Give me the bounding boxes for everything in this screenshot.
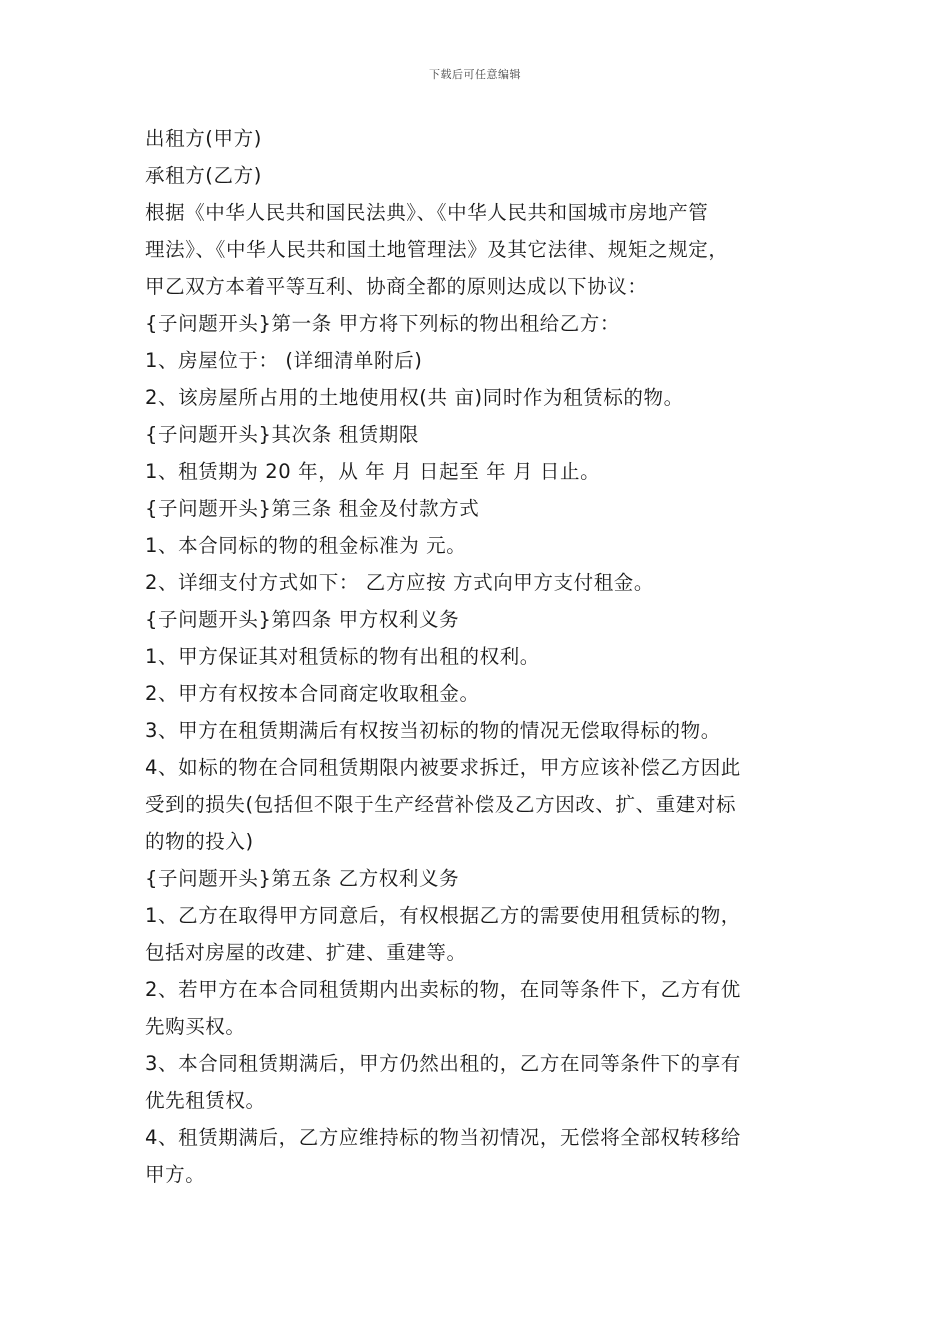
text-line: 2、甲方有权按本合同商定收取租金。 — [145, 682, 480, 705]
text-line: 2、详细支付方式如下： 乙方应按 方式向甲方支付租金。 — [145, 571, 655, 594]
text-line: 1、租赁期为 20 年，从 年 月 日起至 年 月 日止。 — [145, 460, 601, 483]
text-line: 包括对房屋的改建、扩建、重建等。 — [145, 941, 467, 964]
text-line: 的物的投入) — [145, 830, 254, 853]
text-line: 承租方(乙方) — [145, 164, 262, 187]
section-heading: {子问题开头}第四条 甲方权利义务 — [145, 608, 460, 631]
text-line: 2、该房屋所占用的土地使用权(共 亩)同时作为租赁标的物。 — [145, 386, 684, 409]
text-line: 4、如标的物在合同租赁期限内被要求拆迁，甲方应该补偿乙方因此 — [145, 756, 741, 779]
text-line: 3、本合同租赁期满后，甲方仍然出租的，乙方在同等条件下的享有 — [145, 1052, 741, 1075]
text-line: 先购买权。 — [145, 1015, 246, 1038]
text-line: 受到的损失(包括但不限于生产经营补偿及乙方因改、扩、重建对标 — [145, 793, 737, 816]
section-heading: {子问题开头}第一条 甲方将下列标的物出租给乙方： — [145, 312, 621, 335]
document-body — [145, 120, 825, 1193]
text-line: 4、租赁期满后，乙方应维持标的物当初情况，无偿将全部权转移给 — [145, 1126, 741, 1149]
text-line: 3、甲方在租赁期满后有权按当初标的物的情况无偿取得标的物。 — [145, 719, 721, 742]
header-note: 下载后可任意编辑 — [429, 68, 521, 81]
section-heading: {子问题开头}其次条 租赁期限 — [145, 423, 420, 446]
text-line: 1、本合同标的物的租金标准为 元。 — [145, 534, 467, 557]
text-line: 理法》、《中华人民共和国土地管理法》及其它法律、规矩之规定， — [145, 238, 729, 261]
text-line: 1、房屋位于： (详细清单附后) — [145, 349, 423, 372]
section-heading: {子问题开头}第五条 乙方权利义务 — [145, 867, 460, 890]
text-line: 根据《中华人民共和国民法典》、《中华人民共和国城市房地产管 — [145, 201, 709, 224]
text-line: 优先租赁权。 — [145, 1089, 266, 1112]
text-line: 2、若甲方在本合同租赁期内出卖标的物，在同等条件下，乙方有优 — [145, 978, 741, 1001]
text-line: 甲乙双方本着平等互利、协商全都的原则达成以下协议： — [145, 275, 648, 298]
text-line: 出租方(甲方) — [145, 127, 262, 150]
text-line: 甲方。 — [145, 1163, 206, 1186]
text-line: 1、甲方保证其对租赁标的物有出租的权利。 — [145, 645, 540, 668]
section-heading: {子问题开头}第三条 租金及付款方式 — [145, 497, 480, 520]
text-line: 1、乙方在取得甲方同意后，有权根据乙方的需要使用租赁标的物， — [145, 904, 741, 927]
